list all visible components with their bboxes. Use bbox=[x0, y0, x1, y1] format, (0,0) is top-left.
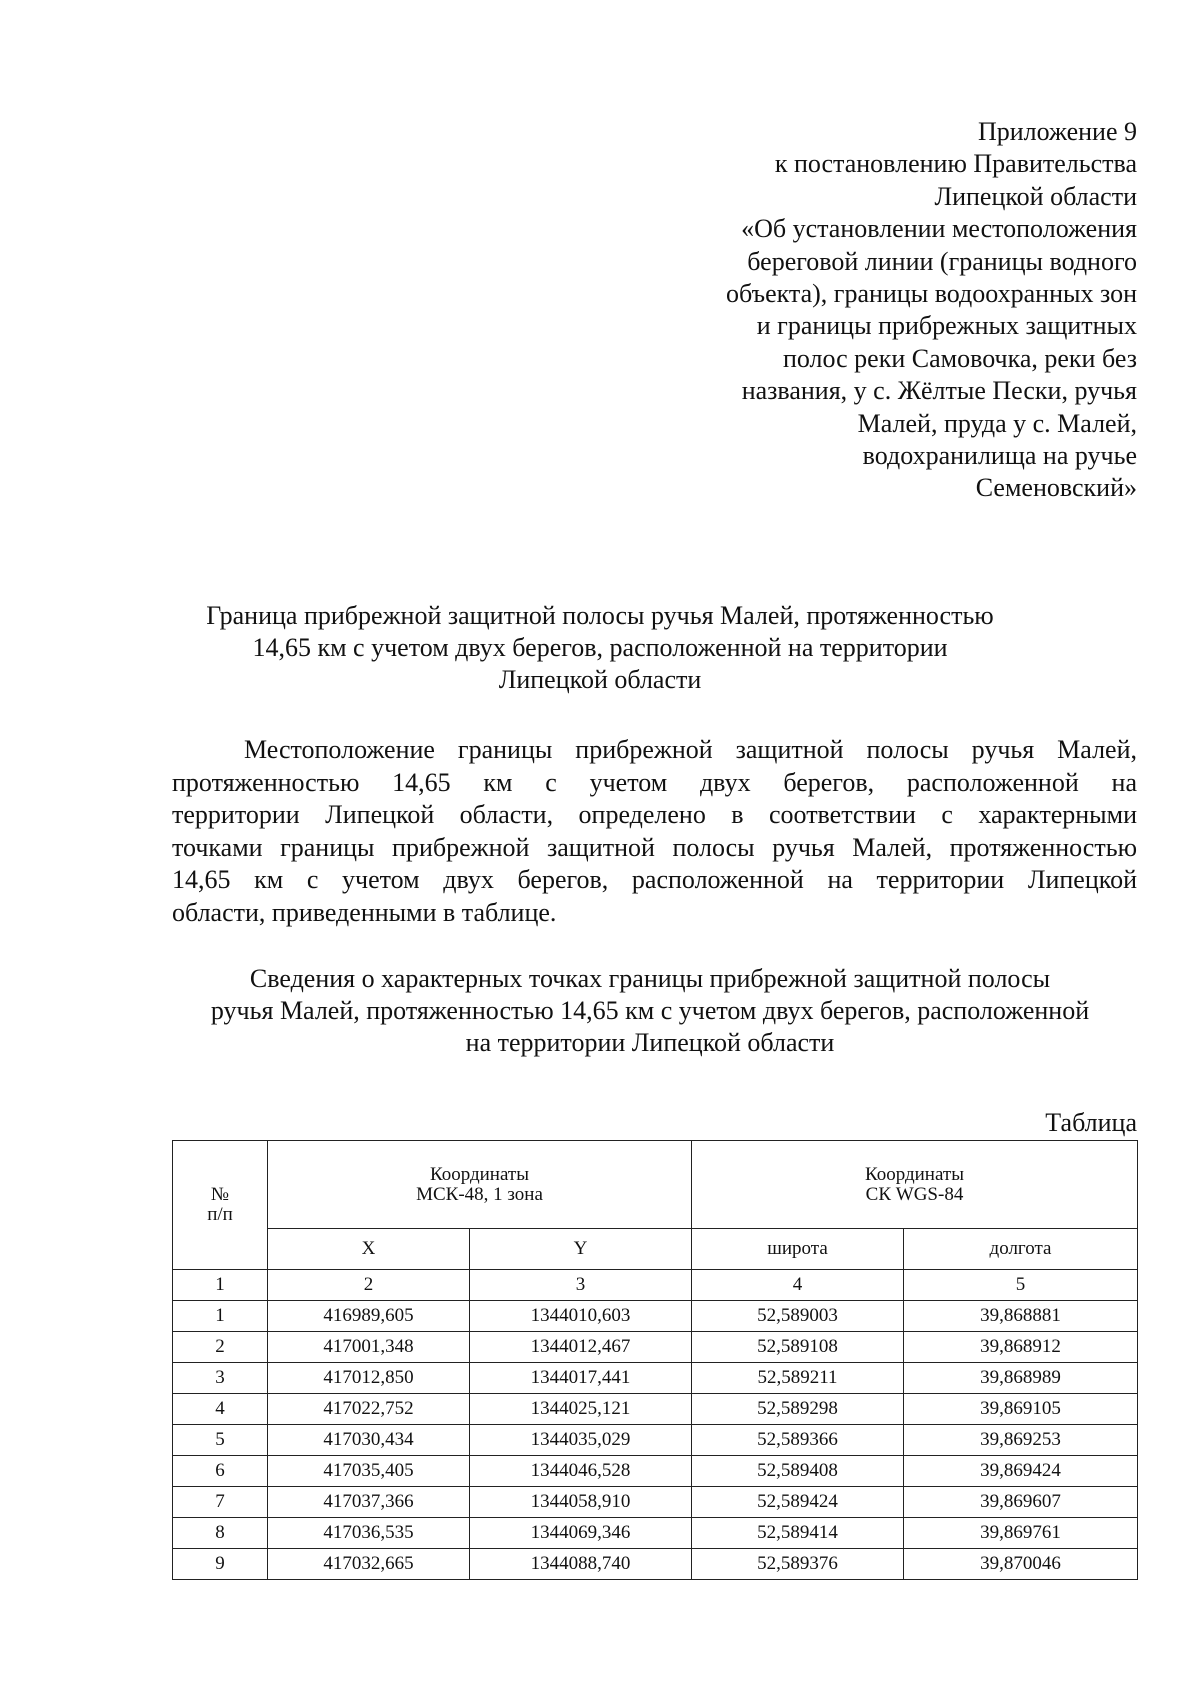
header-msk-line1: Координаты bbox=[430, 1163, 529, 1185]
cell-y: 1344010,603 bbox=[470, 1301, 692, 1332]
header-wgs-line2: СК WGS-84 bbox=[865, 1183, 964, 1205]
cell-number: 4 bbox=[173, 1394, 268, 1425]
cell-number: 8 bbox=[173, 1518, 268, 1549]
cell-number: 2 bbox=[173, 1332, 268, 1363]
cell-y: 1344012,467 bbox=[470, 1332, 692, 1363]
appendix-line: полос реки Самовочка, реки без bbox=[782, 343, 1137, 373]
appendix-line: названия, у с. Жёлтые Пески, ручья bbox=[741, 376, 1137, 406]
column-number: 4 bbox=[692, 1270, 904, 1301]
title-line: Граница прибрежной защитной полосы ручья Малей, протяженностью bbox=[206, 601, 994, 630]
cell-number: 9 bbox=[173, 1549, 268, 1580]
appendix-line: береговой линии (границы водного bbox=[747, 246, 1137, 276]
table-row bbox=[173, 1363, 1138, 1394]
header-number-line1: № bbox=[210, 1184, 230, 1205]
header-wgs-line1: Координаты bbox=[865, 1163, 964, 1185]
header-msk-line2: МСК-48, 1 зона bbox=[416, 1183, 543, 1205]
header-y: Y bbox=[470, 1229, 692, 1270]
header-number bbox=[173, 1141, 268, 1270]
cell-lon: 39,868989 bbox=[904, 1363, 1138, 1394]
cell-lon: 39,869607 bbox=[904, 1487, 1138, 1518]
header-x: X bbox=[268, 1229, 470, 1270]
cell-lon: 39,868881 bbox=[904, 1301, 1138, 1332]
cell-y: 1344035,029 bbox=[470, 1425, 692, 1456]
paragraph-line: 14,65 км с учетом двух берегов, расположенной на территории Липецкой bbox=[172, 865, 1137, 895]
paragraph-line: Местоположение границы прибрежной защитной полосы ручья Малей, bbox=[244, 735, 1137, 764]
cell-lon: 39,869253 bbox=[904, 1425, 1138, 1456]
column-number: 2 bbox=[268, 1270, 470, 1301]
paragraph-line: точками границы прибрежной защитной полосы ручья Малей, протяженностью bbox=[172, 832, 1137, 862]
appendix-line: Липецкой области bbox=[934, 181, 1137, 211]
cell-x: 417037,366 bbox=[268, 1487, 470, 1518]
table-row bbox=[173, 1425, 1138, 1456]
table-row bbox=[173, 1518, 1138, 1549]
cell-x: 416989,605 bbox=[268, 1301, 470, 1332]
appendix-line: водохранилища на ручье bbox=[862, 441, 1137, 471]
cell-lon: 39,869105 bbox=[904, 1394, 1138, 1425]
cell-x: 417022,752 bbox=[268, 1394, 470, 1425]
column-number: 5 bbox=[904, 1270, 1138, 1301]
cell-lon: 39,868912 bbox=[904, 1332, 1138, 1363]
cell-number: 3 bbox=[173, 1363, 268, 1394]
cell-lat: 52,589298 bbox=[692, 1394, 904, 1425]
appendix-line: «Об установлении местоположения bbox=[741, 214, 1137, 244]
appendix-line: Семеновский» bbox=[975, 473, 1137, 503]
cell-x: 417012,850 bbox=[268, 1363, 470, 1394]
cell-lat: 52,589414 bbox=[692, 1518, 904, 1549]
cell-number: 6 bbox=[173, 1456, 268, 1487]
cell-y: 1344058,910 bbox=[470, 1487, 692, 1518]
cell-lat: 52,589376 bbox=[692, 1549, 904, 1580]
cell-number: 5 bbox=[173, 1425, 268, 1456]
column-numbers-row bbox=[173, 1270, 1138, 1301]
cell-x: 417030,434 bbox=[268, 1425, 470, 1456]
cell-x: 417001,348 bbox=[268, 1332, 470, 1363]
cell-lat: 52,589003 bbox=[692, 1301, 904, 1332]
table-row bbox=[173, 1549, 1138, 1580]
appendix-line: Приложение 9 bbox=[977, 117, 1137, 146]
table-caption-line: ручья Малей, протяженностью 14,65 км с учетом двух берегов, расположенной bbox=[210, 996, 1090, 1025]
cell-lat: 52,589211 bbox=[692, 1363, 904, 1394]
title-line: 14,65 км с учетом двух берегов, расположенной на территории bbox=[252, 633, 948, 662]
cell-y: 1344046,528 bbox=[470, 1456, 692, 1487]
cell-number: 7 bbox=[173, 1487, 268, 1518]
appendix-header bbox=[617, 116, 1137, 505]
cell-lon: 39,869761 bbox=[904, 1518, 1138, 1549]
cell-y: 1344069,346 bbox=[470, 1518, 692, 1549]
cell-y: 1344025,121 bbox=[470, 1394, 692, 1425]
document-title bbox=[150, 600, 1050, 696]
table-label: Таблица bbox=[1045, 1108, 1137, 1137]
table-row bbox=[173, 1456, 1138, 1487]
header-wgs bbox=[692, 1141, 1138, 1229]
table-caption-line: Сведения о характерных точках границы прибрежной защитной полосы bbox=[249, 964, 1051, 993]
header-lat: широта bbox=[692, 1229, 904, 1270]
appendix-line: Малей, пруда у с. Малей, bbox=[857, 408, 1137, 438]
cell-x: 417036,535 bbox=[268, 1518, 470, 1549]
cell-lat: 52,589424 bbox=[692, 1487, 904, 1518]
table-row bbox=[173, 1332, 1138, 1363]
column-number: 1 bbox=[173, 1270, 268, 1301]
header-msk bbox=[268, 1141, 692, 1229]
table-caption bbox=[160, 963, 1140, 1059]
cell-lon: 39,869424 bbox=[904, 1456, 1138, 1487]
cell-number: 1 bbox=[173, 1301, 268, 1332]
cell-lat: 52,589108 bbox=[692, 1332, 904, 1363]
paragraph-line: протяженностью 14,65 км с учетом двух берегов, расположенной на bbox=[172, 767, 1137, 797]
cell-lat: 52,589408 bbox=[692, 1456, 904, 1487]
coordinates-table bbox=[172, 1140, 1138, 1580]
table-caption-line: на территории Липецкой области bbox=[465, 1028, 835, 1057]
title-line: Липецкой области bbox=[498, 665, 702, 694]
header-lon: долгота bbox=[904, 1229, 1138, 1270]
cell-lat: 52,589366 bbox=[692, 1425, 904, 1456]
table-row bbox=[173, 1394, 1138, 1425]
body-paragraph bbox=[172, 734, 1137, 930]
cell-y: 1344088,740 bbox=[470, 1549, 692, 1580]
cell-x: 417035,405 bbox=[268, 1456, 470, 1487]
appendix-line: объекта), границы водоохранных зон bbox=[726, 279, 1137, 309]
appendix-line: к постановлению Правительства bbox=[774, 149, 1137, 179]
column-number: 3 bbox=[470, 1270, 692, 1301]
appendix-line: и границы прибрежных защитных bbox=[756, 311, 1137, 341]
header-number-line2: п/п bbox=[207, 1204, 233, 1225]
paragraph-line: области, приведенными в таблице. bbox=[172, 897, 557, 927]
cell-y: 1344017,441 bbox=[470, 1363, 692, 1394]
cell-lon: 39,870046 bbox=[904, 1549, 1138, 1580]
table-row bbox=[173, 1487, 1138, 1518]
table-row bbox=[173, 1301, 1138, 1332]
paragraph-line: территории Липецкой области, определено в соответствии с характерными bbox=[172, 800, 1137, 830]
cell-x: 417032,665 bbox=[268, 1549, 470, 1580]
